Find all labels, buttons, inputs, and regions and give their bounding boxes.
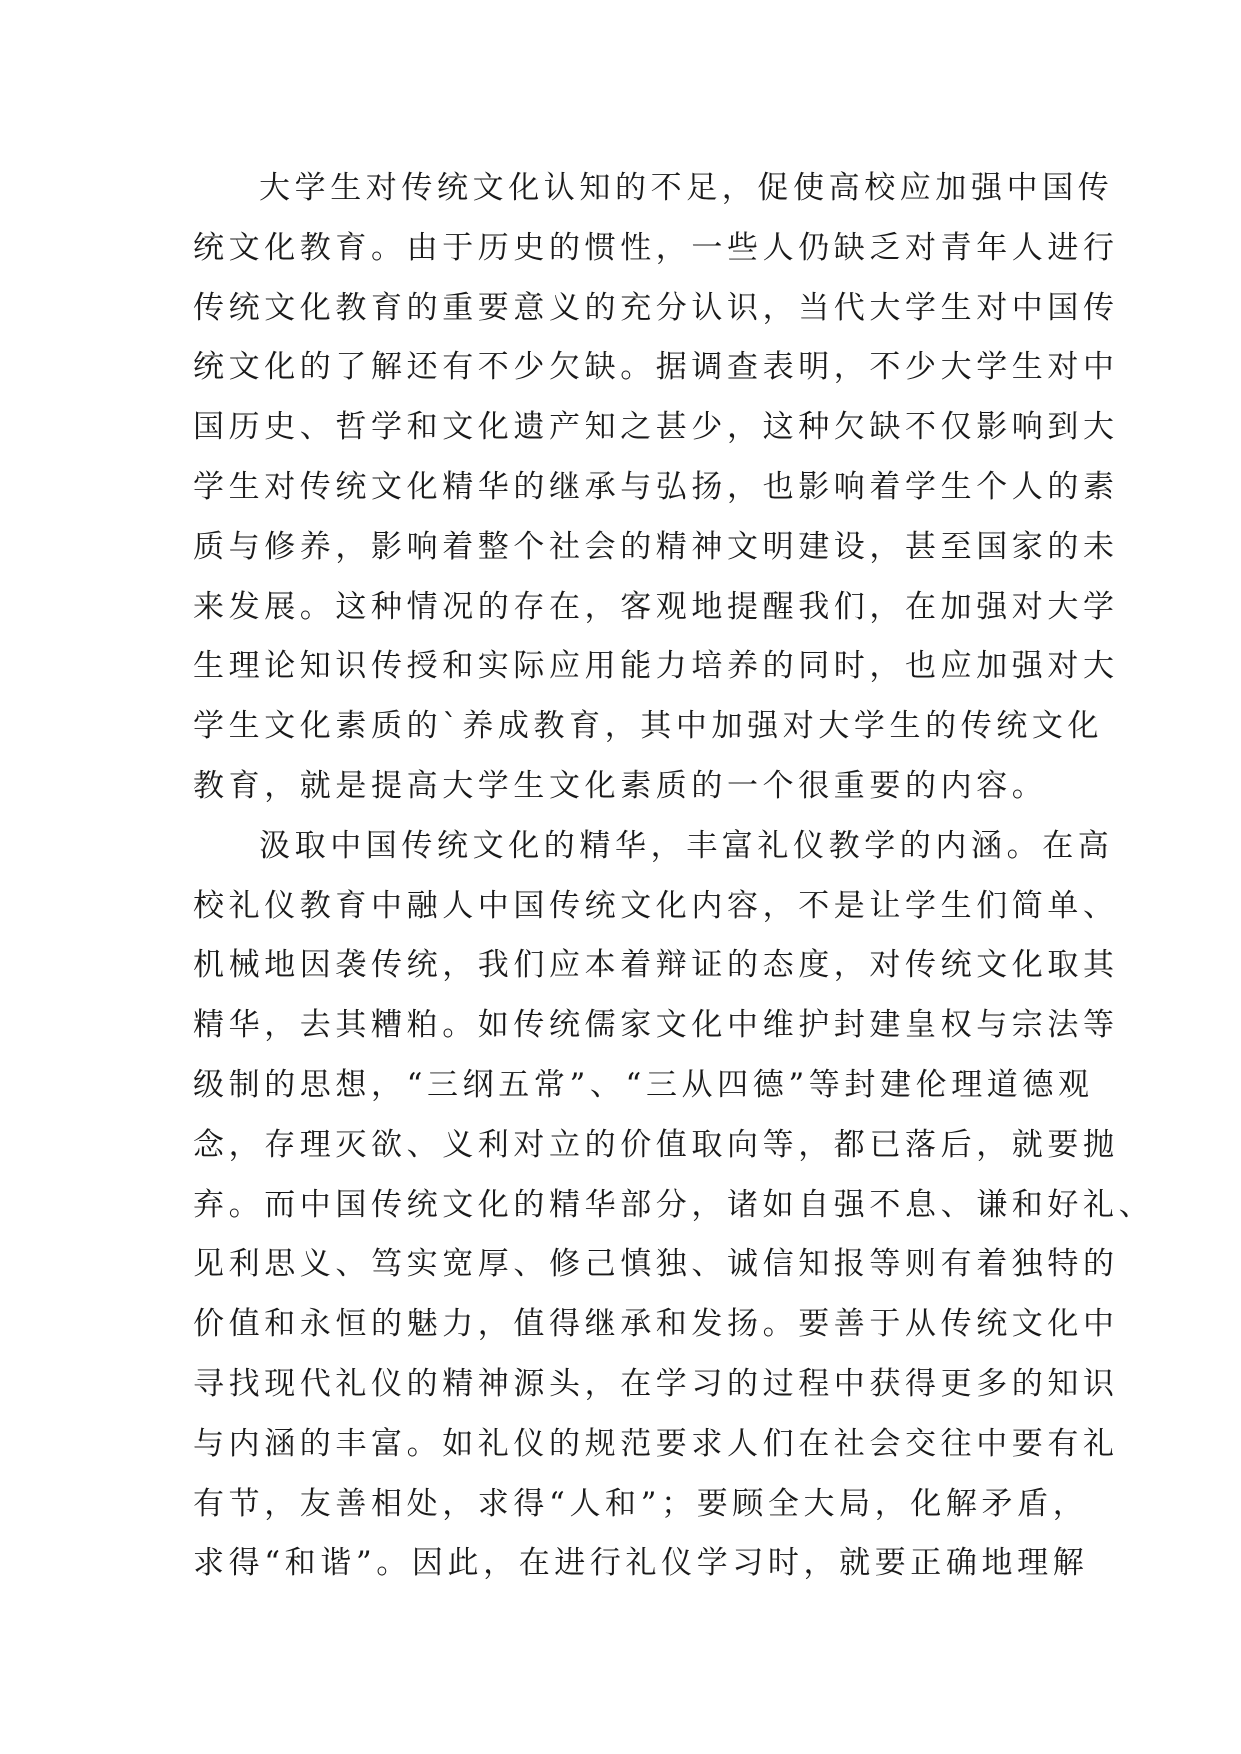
paragraph-1 [193,159,1119,817]
text-line: 学生对传统文化精华的继承与弘扬，也影响着学生个人的素 [193,468,1119,505]
text-line: 弃。而中国传统文化的精华部分，诸如自强不息、谦和好礼、 [193,1186,1155,1223]
text-line: 级制的思想，“三纲五常”、“三从四德”等封建伦理道德观 [193,1066,1094,1103]
text-line: 大学生对传统文化认知的不足，促使高校应加强中国传 [259,170,1114,206]
text-line: 与内涵的丰富。如礼仪的规范要求人们在社会交往中要有礼 [193,1425,1119,1462]
text-line: 校礼仪教育中融人中国传统文化内容，不是让学生们简单、 [193,887,1119,924]
text-line: 有节，友善相处，求得“人和”；要顾全大局，化解矛盾， [193,1485,1089,1522]
text-line: 寻找现代礼仪的精神源头，在学习的过程中获得更多的知识 [193,1365,1119,1402]
text-line: 价值和永恒的魅力，值得继承和发扬。要善于从传统文化中 [193,1306,1119,1343]
text-line: 传统文化教育的重要意义的充分认识，当代大学生对中国传 [193,289,1119,326]
text-line: 来发展。这种情况的存在，客观地提醒我们，在加强对大学 [193,588,1119,625]
text-line: 生理论知识传授和实际应用能力培养的同时，也应加强对大 [193,648,1119,685]
paragraph-2 [193,817,1155,1594]
text-line: 念，存理灭欲、义利对立的价值取向等，都已落后，就要抛 [193,1126,1119,1163]
text-line: 教育，就是提高大学生文化素质的一个很重要的内容。 [193,767,1048,804]
text-line: 质与修养，影响着整个社会的精神文明建设，甚至国家的未 [193,528,1119,565]
text-line: 精华，去其糟粕。如传统儒家文化中维护封建皇权与宗法等 [193,1007,1119,1044]
text-line: 统文化教育。由于历史的惯性，一些人仍缺乏对青年人进行 [193,229,1119,266]
body-text [193,159,1155,1594]
text-line: 汲取中国传统文化的精华，丰富礼仪教学的内涵。在高 [259,827,1114,864]
text-line: 学生文化素质的`养成教育，其中加强对大学生的传统文化 [193,708,1104,745]
text-line: 机械地因袭传统，我们应本着辩证的态度，对传统文化取其 [193,947,1119,984]
text-line: 求得“和谐”。因此，在进行礼仪学习时，就要正确地理解 [193,1545,1089,1582]
text-line: 统文化的了解还有不少欠缺。据调查表明，不少大学生对中 [193,349,1119,386]
text-line: 见利思义、笃实宽厚、修己慎独、诚信知报等则有着独特的 [193,1246,1119,1283]
text-line: 国历史、哲学和文化遗产知之甚少，这种欠缺不仅影响到大 [193,409,1119,446]
